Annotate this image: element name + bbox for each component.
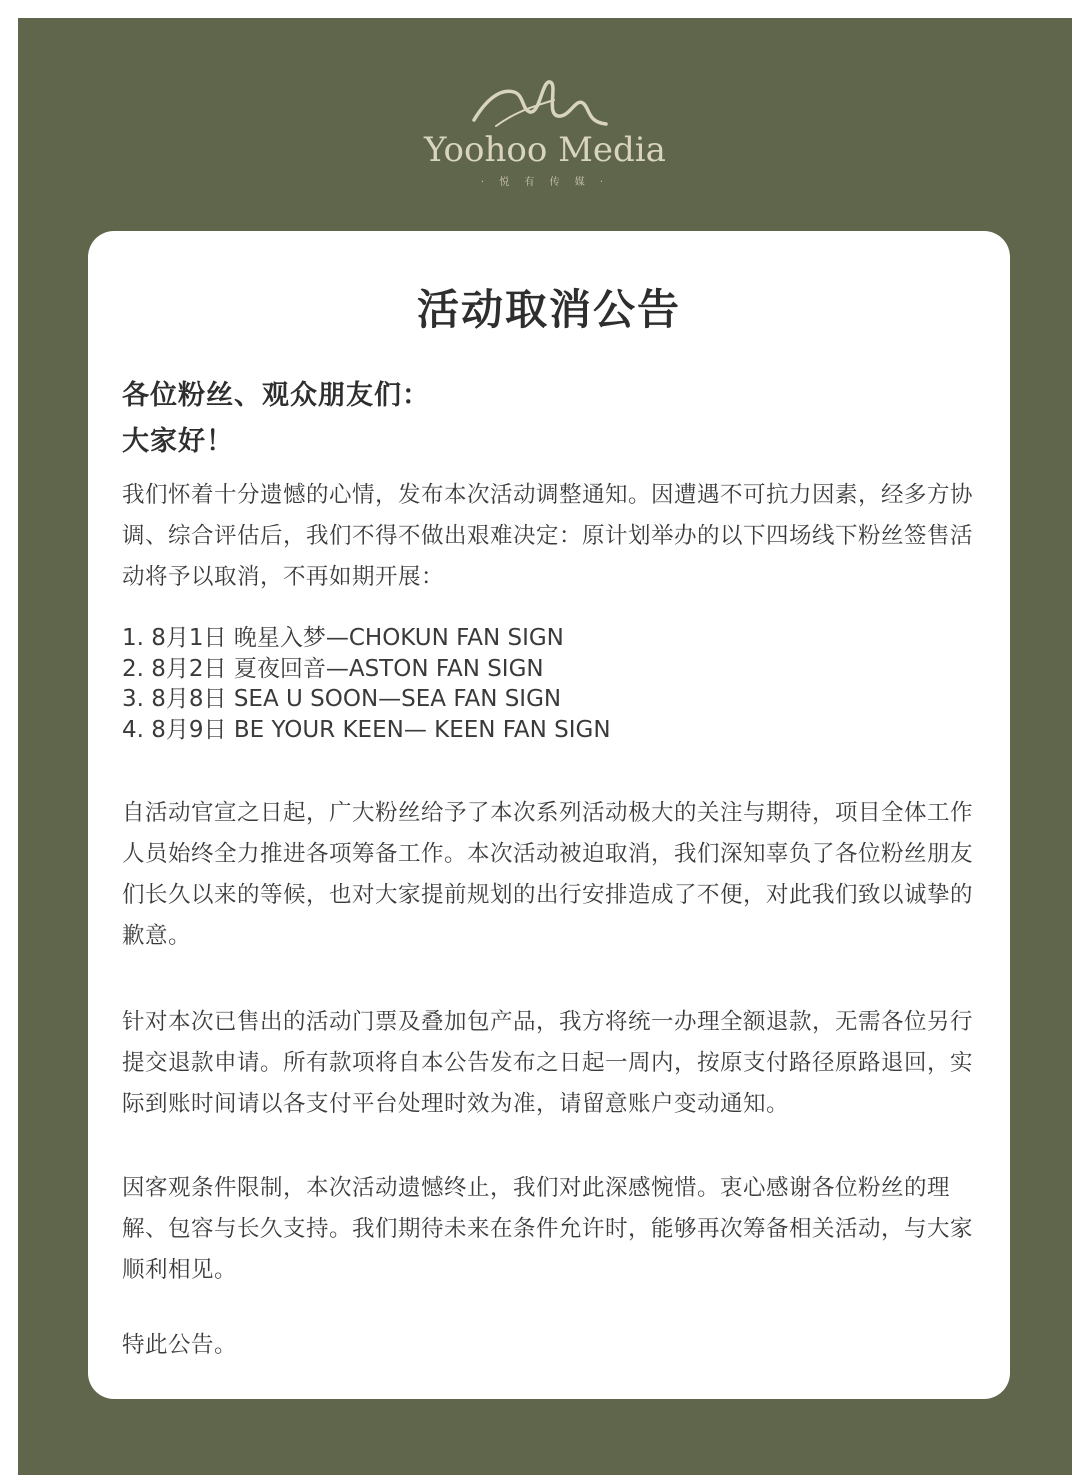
event-item: 3. 8月8日 SEA U SOON—SEA FAN SIGN	[122, 686, 562, 712]
event-item: 4. 8月9日 BE YOUR KEEN— KEEN FAN SIGN	[122, 716, 611, 743]
notice-card	[88, 231, 1010, 1399]
greeting: 大家好！	[122, 426, 234, 457]
closing-paragraph: 因客观条件限制，本次活动遗憾终止，我们对此深感惋惜。衷心感谢各位粉丝的理解、包容与长久支持。我们期待未来在条件允许时，能够再次筹备相关活动，与大家顺利相见。	[122, 1175, 974, 1283]
apology-paragraph: 自活动官宣之日起，广大粉丝给予了本次系列活动极大的关注与期待，项目全体工作人员始终全力推进各项筹备工作。本次活动被迫取消，我们深知辜负了各位粉丝朋友们长久以来的等候，也对大家提前规划的出行安排造成了不便，对此我们致以诚挚的歉意。	[122, 800, 974, 949]
refund-paragraph: 针对本次已售出的活动门票及叠加包产品，我方将统一办理全额退款，无需各位另行提交退款申请。所有款项将自本公告发布之日起一周内，按原支付路径原路退回，实际到账时间请以各支付平台处理时效为准，请留意账户变动通知。	[122, 1009, 974, 1117]
event-item: 2. 8月2日 夏夜回音—ASTON FAN SIGN	[122, 655, 544, 682]
intro-paragraph: 我们怀着十分遗憾的心情，发布本次活动调整通知。因遭遇不可抗力因素，经多方协调、综合评估后，我们不得不做出艰难决定：原计划举办的以下四场线下粉丝签售活动将予以取消，不再如期开展：	[122, 482, 974, 590]
brand-name: Yoohoo Media	[424, 130, 666, 170]
notice-title: 活动取消公告	[416, 285, 681, 334]
brand-logo	[18, 18, 1072, 228]
event-item: 1. 8月1日 晚星入梦—CHOKUN FAN SIGN	[122, 625, 564, 651]
salutation: 各位粉丝、观众朋友们：	[122, 380, 430, 411]
sign-off: 特此公告。	[122, 1332, 238, 1358]
brand-subtitle: · 悦 有 传 媒 ·	[480, 177, 610, 188]
announcement-poster	[18, 18, 1072, 1475]
event-list	[122, 623, 982, 745]
